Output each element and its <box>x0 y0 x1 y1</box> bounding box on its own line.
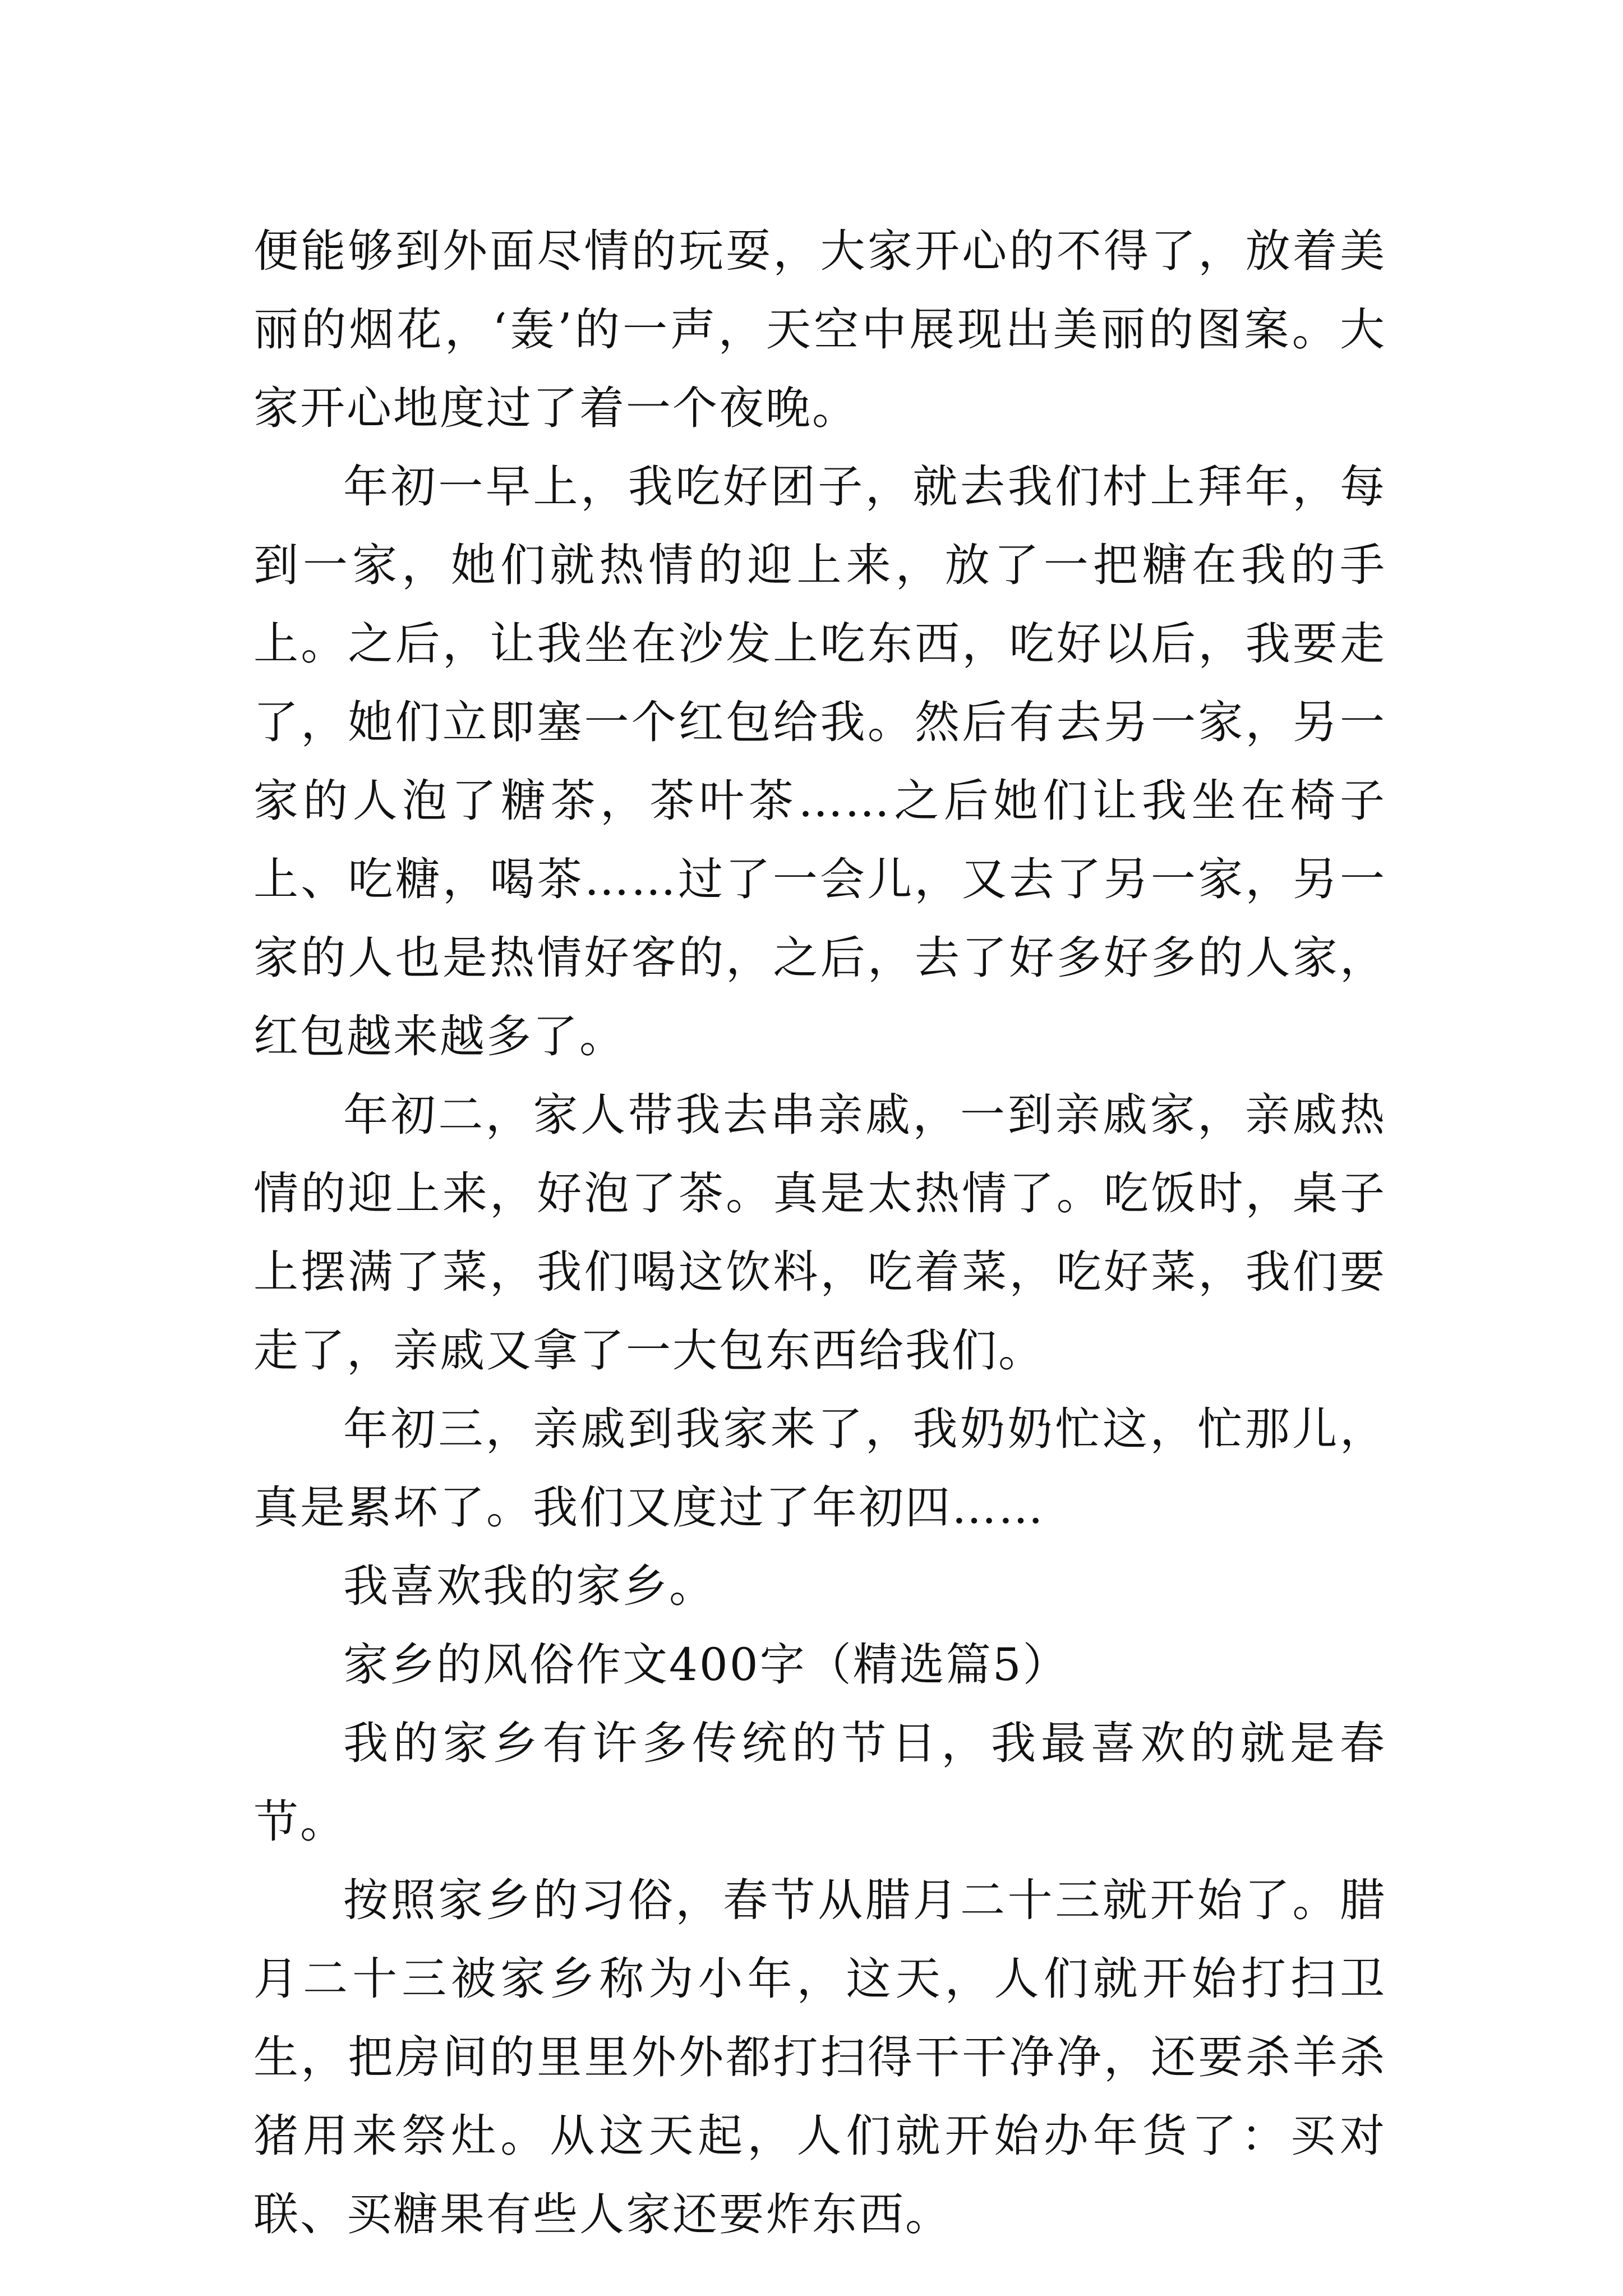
paragraph-new-year-day-one: 年初一早上，我吃好团子，就去我们村上拜年，每到一家，她们就热情的迎上来，放了一把糖在我的手上。之后，让我坐在沙发上吃东西，吃好以后，我要走了，她们立即塞一个红包给我。然后有去另一家，另一家的人泡了糖茶，茶叶茶……之后她们让我坐在椅子上、吃糖，喝茶……过了一会儿，又去了另一家，另一家的人也是热情好客的，之后，去了好多好多的人家，红包越来越多了。 <box>253 461 1386 1062</box>
paragraph-new-year-day-three: 年初三，亲戚到我家来了，我奶奶忙这，忙那儿，真是累坏了。我们又度过了年初四…… <box>253 1403 1386 1534</box>
paragraph-continued: 便能够到外面尽情的玩耍，大家开心的不得了，放着美丽的烟花，‘轰’的一声，天空中展现出美丽的图案。大家开心地度过了着一个夜晚。 <box>253 225 1386 434</box>
paragraph-new-year-day-two: 年初二，家人带我去串亲戚，一到亲戚家，亲戚热情的迎上来，好泡了茶。真是太热情了。吃饭时，桌子上摆满了菜，我们喝这饮料，吃着菜，吃好菜，我们要走了，亲戚又拿了一大包东西给我们。 <box>253 1089 1386 1377</box>
document-body <box>253 212 1386 2254</box>
paragraph-intro: 我的家乡有许多传统的节日，我最喜欢的就是春节。 <box>253 1717 1386 1848</box>
paragraph-closing: 我喜欢我的家乡。 <box>343 1560 716 1612</box>
paragraph-customs: 按照家乡的习俗，春节从腊月二十三就开始了。腊月二十三被家乡称为小年，这天，人们就开始打扫卫生，把房间的里里外外都打扫得干干净净，还要杀羊杀猪用来祭灶。从这天起，人们就开始办年货了：买对联、买糖果有些人家还要炸东西。 <box>253 1874 1386 2240</box>
section-heading: 家乡的风俗作文400字（精选篇5） <box>343 1639 1069 1691</box>
